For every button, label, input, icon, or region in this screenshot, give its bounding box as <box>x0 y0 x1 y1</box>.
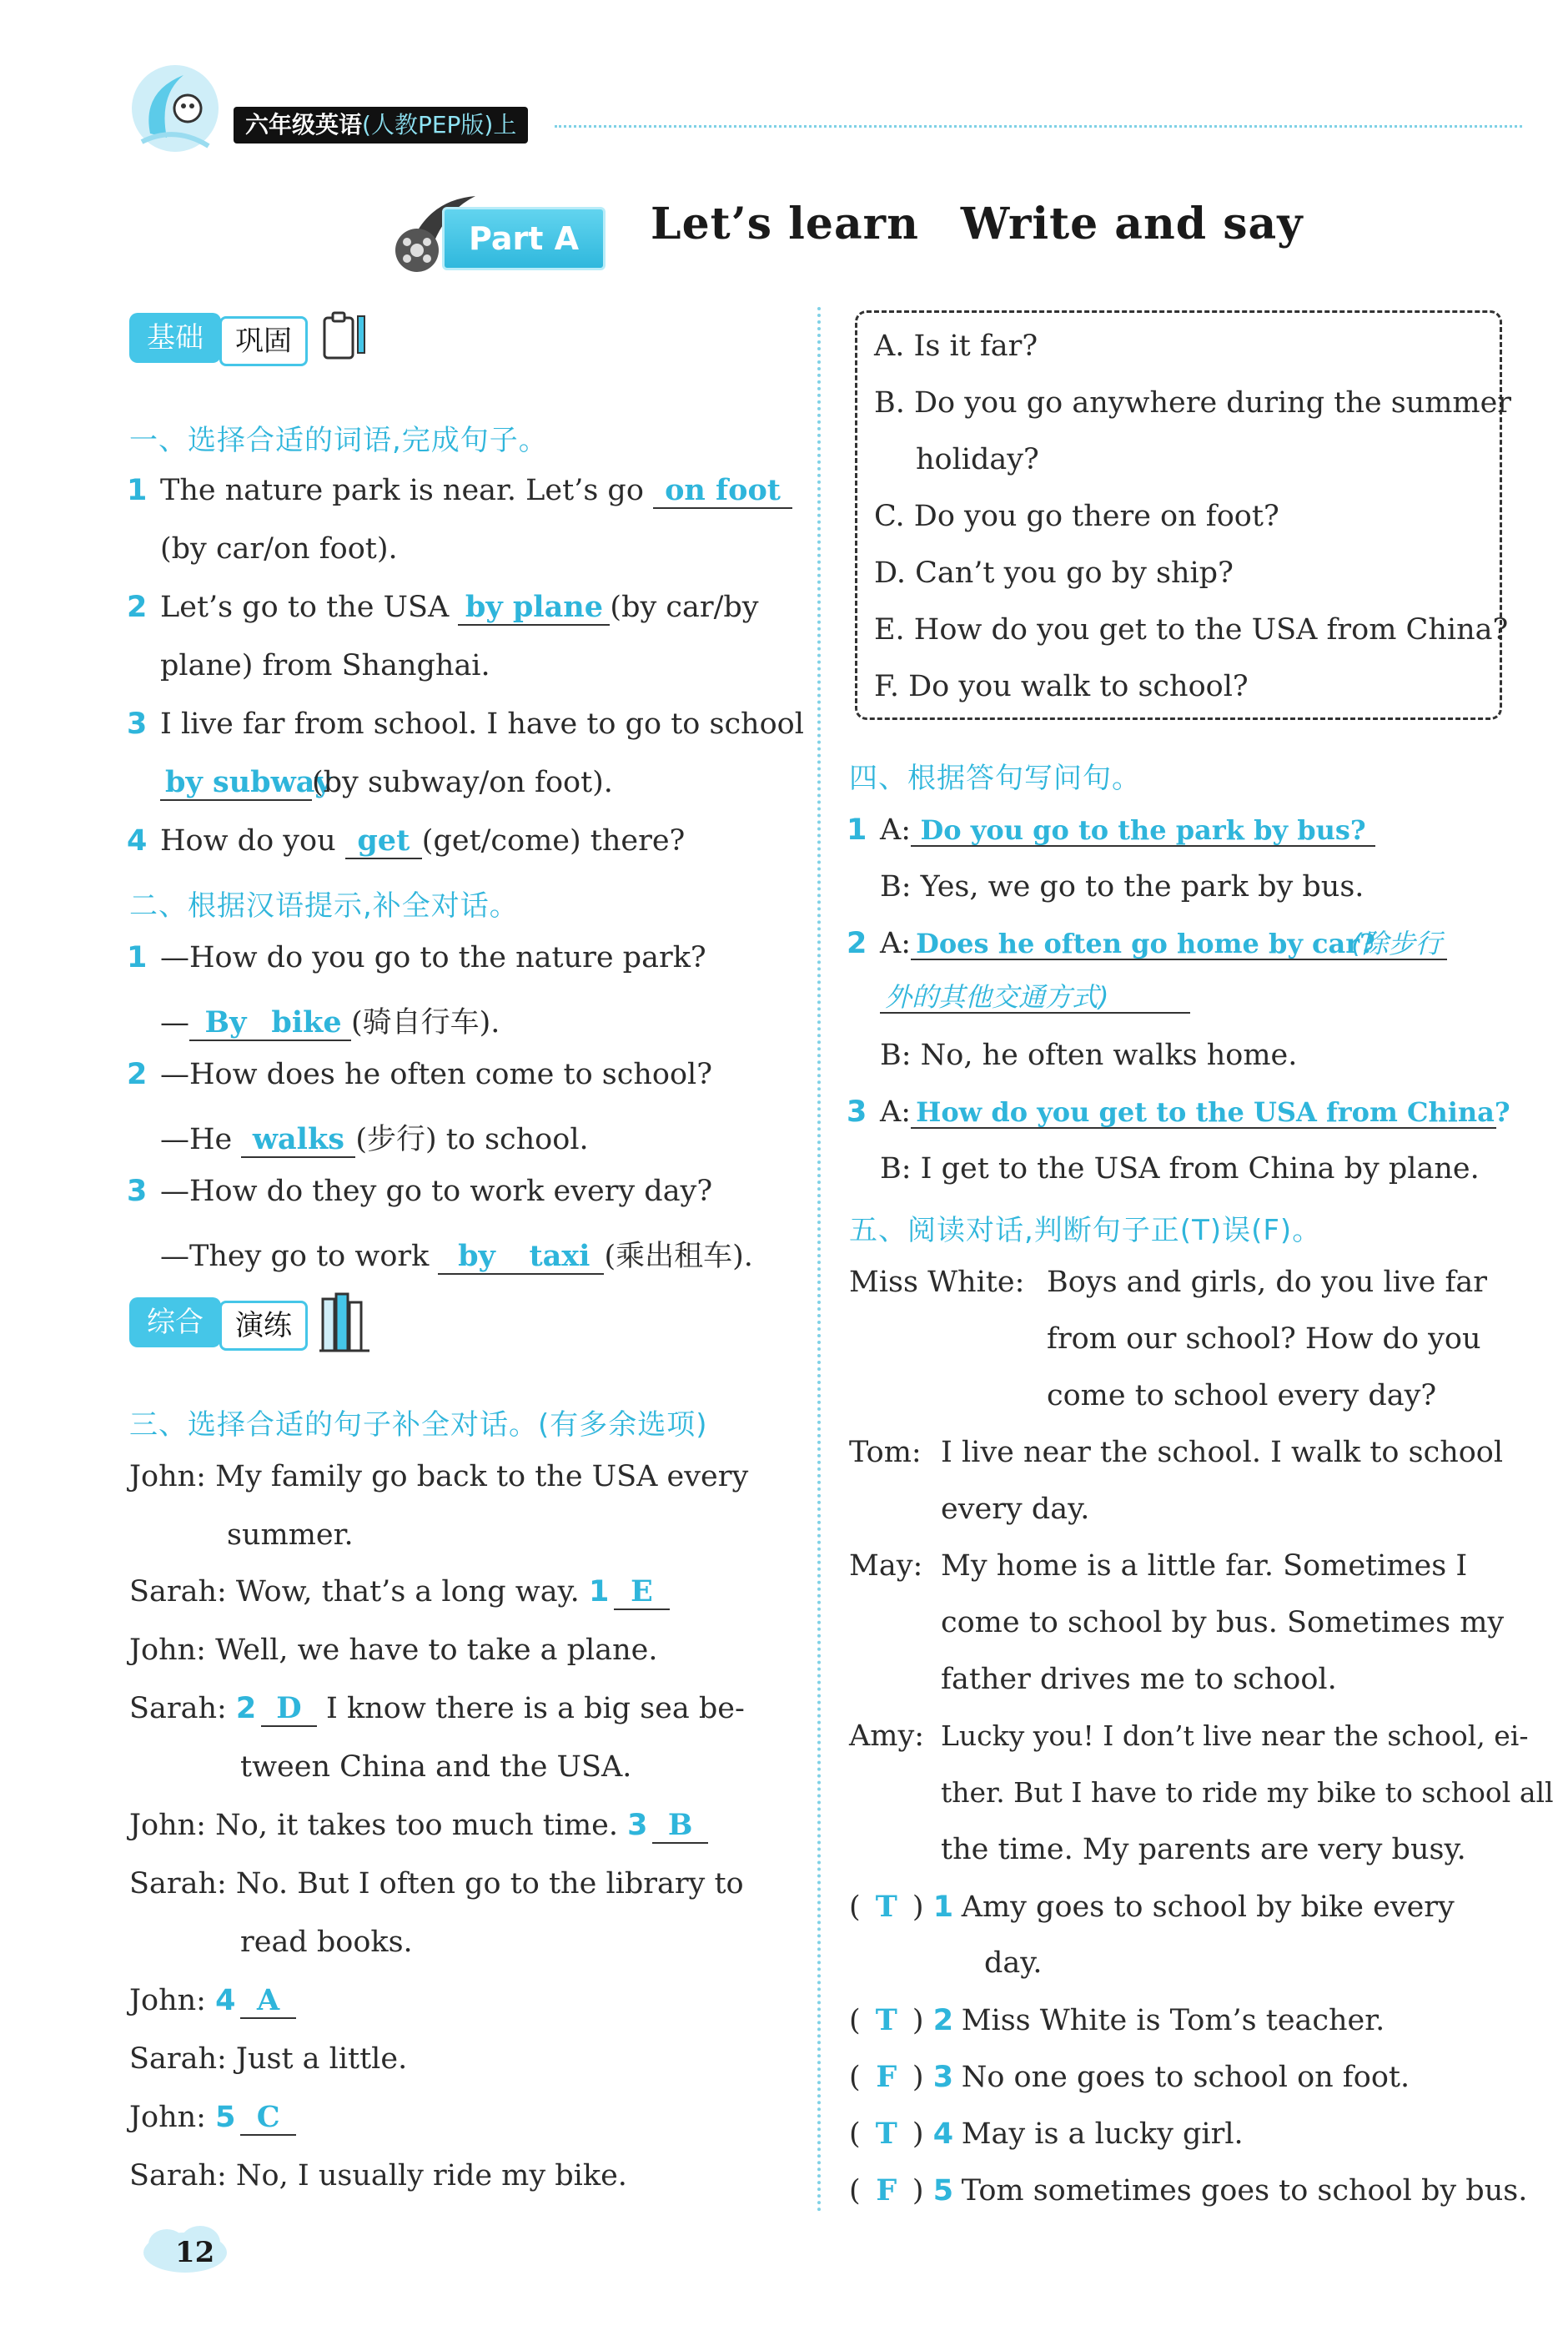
combo-badge <box>129 1289 379 1356</box>
answer-line[interactable]: Do you go to the park by bus? <box>911 816 1375 847</box>
answer-blank[interactable]: bike <box>262 1007 351 1041</box>
s4-item2-b: B: No, he often walks home. <box>880 1039 1298 1072</box>
moon-child-logo-icon <box>125 58 225 159</box>
page-number: 12 <box>175 2236 215 2269</box>
page-title: Let’s learn Write and say <box>651 199 1304 249</box>
reading-speaker: Miss White: <box>849 1266 1025 1299</box>
answer-blank[interactable]: D <box>261 1693 317 1727</box>
option-f: F. Do you walk to school? <box>874 670 1249 703</box>
book-tag: 六年级英语(人教PEP版)上 <box>234 107 528 143</box>
s4-item1-b: B: Yes, we go to the park by bus. <box>880 870 1364 904</box>
reading-line: come to school by bus. Sometimes my <box>941 1606 1505 1639</box>
dialogue-line: John: No, it takes too much time. 3 B <box>129 1809 708 1844</box>
answer-blank[interactable]: on foot <box>653 475 792 509</box>
tf-answer[interactable]: T <box>875 1890 897 1924</box>
books-icon <box>319 1291 378 1354</box>
s4-item2-a: 2 A: Does he often go home by car?(除步行 <box>847 927 1447 960</box>
s1-item4: 4 How do you get (get/come) there? <box>127 823 686 858</box>
header-rule <box>555 125 1522 128</box>
judgement-cont: day. <box>984 1946 1043 1980</box>
answer-blank[interactable]: walks <box>241 1124 355 1158</box>
answer-blank[interactable]: E <box>614 1576 670 1610</box>
answer-blank[interactable]: by <box>438 1241 515 1275</box>
s1-item2-cont: plane) from Shanghai. <box>160 649 490 682</box>
s2-item1-a: — By bike (骑自行车). <box>160 1005 500 1040</box>
s1-item3-cont: by subway(by subway/on foot). <box>160 766 613 801</box>
s4-item1-a: 1 A: Do you go to the park by bus? <box>847 813 1375 847</box>
dialogue-line: Sarah: Just a little. <box>129 2042 408 2076</box>
tf-answer[interactable]: F <box>876 2060 897 2094</box>
s1-item2: 2 Let’s go to the USA by plane (by car/by <box>127 590 759 624</box>
reading-line: father drives me to school. <box>941 1663 1337 1696</box>
s1-item1: 1 The nature park is near. Let’s go on foot <box>127 474 792 509</box>
dialogue-line: Sarah: No. But I often go to the library to <box>129 1867 744 1900</box>
dialogue-line: Sarah: 2 D I know there is a big sea be- <box>129 1691 745 1725</box>
judgement-item: ( F ) 3 No one goes to school on foot. <box>849 2060 1410 2094</box>
column-divider <box>817 307 821 2213</box>
option-d: D. Can’t you go by ship? <box>874 556 1234 590</box>
dialogue-cont: summer. <box>227 1518 354 1552</box>
reading-speaker: Tom: <box>849 1436 922 1469</box>
dialogue-line: Sarah: No, I usually ride my bike. <box>129 2159 627 2192</box>
dialogue-cont: tween China and the USA. <box>240 1750 632 1784</box>
answer-blank[interactable]: A <box>240 1985 296 2019</box>
section2-heading: 二、根据汉语提示,补全对话。 <box>129 889 519 923</box>
option-a: A. Is it far? <box>874 330 1038 363</box>
badge-right-label: 演练 <box>219 1301 308 1351</box>
tf-answer[interactable]: F <box>876 2173 897 2208</box>
answer-blank[interactable]: taxi <box>515 1241 604 1275</box>
s4-item3-a: 3 A: How do you get to the USA from China? <box>847 1095 1510 1129</box>
s4-item2-note <box>880 980 1190 1014</box>
section1-heading: 一、选择合适的词语,完成句子。 <box>129 424 548 457</box>
s1-item3: 3 I live far from school. I have to go to school <box>127 707 804 741</box>
s2-item3-q: 3 —How do they go to work every day? <box>127 1175 713 1208</box>
dialogue-cont: read books. <box>240 1926 413 1959</box>
option-e: E. How do you get to the USA from China? <box>874 613 1509 647</box>
answer-blank[interactable]: C <box>240 2102 296 2136</box>
dialogue-line: John: Well, we have to take a plane. <box>129 1634 658 1667</box>
reading-line: from our school? How do you <box>1047 1322 1481 1356</box>
tf-answer[interactable]: T <box>875 2117 897 2151</box>
reading-line: Lucky you! I don’t live near the school, ei- <box>941 1719 1529 1752</box>
clipboard-icon <box>319 306 369 365</box>
s1-item1-cont: (by car/on foot). <box>160 532 398 566</box>
reading-line: the time. My parents are very busy. <box>941 1833 1466 1866</box>
dialogue-line: John: 5 C <box>129 2101 296 2136</box>
dialogue-line: John: My family go back to the USA every <box>129 1460 749 1493</box>
reading-line: ther. But I have to ride my bike to school all <box>941 1776 1554 1809</box>
dialogue-line: John: 4 A <box>129 1984 296 2019</box>
answer-blank[interactable]: By <box>189 1007 262 1041</box>
tf-answer[interactable]: T <box>875 2003 897 2037</box>
reading-speaker: May: <box>849 1549 923 1583</box>
answer-blank[interactable]: by subway <box>160 767 312 801</box>
s2-item3-a: —They go to work by taxi (乘出租车). <box>160 1239 753 1273</box>
answer-line[interactable]: How do you get to the USA from China? <box>911 1098 1496 1129</box>
answer-blank[interactable]: get <box>345 825 422 859</box>
section4-heading: 四、根据答句写问句。 <box>849 762 1141 795</box>
reading-line: My home is a little far. Sometimes I <box>941 1549 1468 1583</box>
part-a-badge <box>384 192 609 275</box>
section5-heading: 五、阅读对话,判断句子正(T)误(F)。 <box>849 1214 1322 1247</box>
option-b: B. Do you go anywhere during the summer <box>874 386 1512 420</box>
basic-badge <box>129 305 379 371</box>
answer-note: 外的其他交通方式) <box>880 983 1190 1014</box>
dialogue-line: Sarah: Wow, that’s a long way. 1 E <box>129 1575 670 1610</box>
section3-heading: 三、选择合适的句子补全对话。(有多余选项) <box>129 1408 708 1442</box>
s2-item2-q: 2 —How does he often come to school? <box>127 1058 712 1091</box>
part-label: Part A <box>442 207 606 270</box>
option-b-cont: holiday? <box>916 443 1039 476</box>
badge-left-label: 基础 <box>129 313 221 363</box>
reading-line: I live near the school. I walk to school <box>941 1436 1504 1469</box>
badge-right-label: 巩固 <box>219 316 308 366</box>
option-c: C. Do you go there on foot? <box>874 500 1279 533</box>
answer-line[interactable]: Does he often go home by car? <box>911 929 1346 960</box>
reading-line: come to school every day? <box>1047 1379 1437 1412</box>
s4-item3-b: B: I get to the USA from China by plane. <box>880 1152 1480 1186</box>
answer-blank[interactable]: by plane <box>458 592 610 626</box>
reading-line: every day. <box>941 1493 1090 1526</box>
judgement-item: ( T ) 4 May is a lucky girl. <box>849 2117 1244 2151</box>
judgement-item: ( T ) 1 Amy goes to school by bike every <box>849 1890 1455 1924</box>
answer-note: (除步行 <box>1346 929 1447 960</box>
s2-item1-q: 1 —How do you go to the nature park? <box>127 941 706 974</box>
judgement-item: ( T ) 2 Miss White is Tom’s teacher. <box>849 2003 1385 2037</box>
badge-left-label: 综合 <box>129 1297 221 1347</box>
reading-line: Boys and girls, do you live far <box>1047 1266 1487 1299</box>
s2-item2-a: —He walks (步行) to school. <box>160 1122 589 1156</box>
answer-blank[interactable]: B <box>652 1810 708 1844</box>
judgement-item: ( F ) 5 Tom sometimes goes to school by bus. <box>849 2173 1528 2208</box>
reading-speaker: Amy: <box>849 1719 925 1753</box>
